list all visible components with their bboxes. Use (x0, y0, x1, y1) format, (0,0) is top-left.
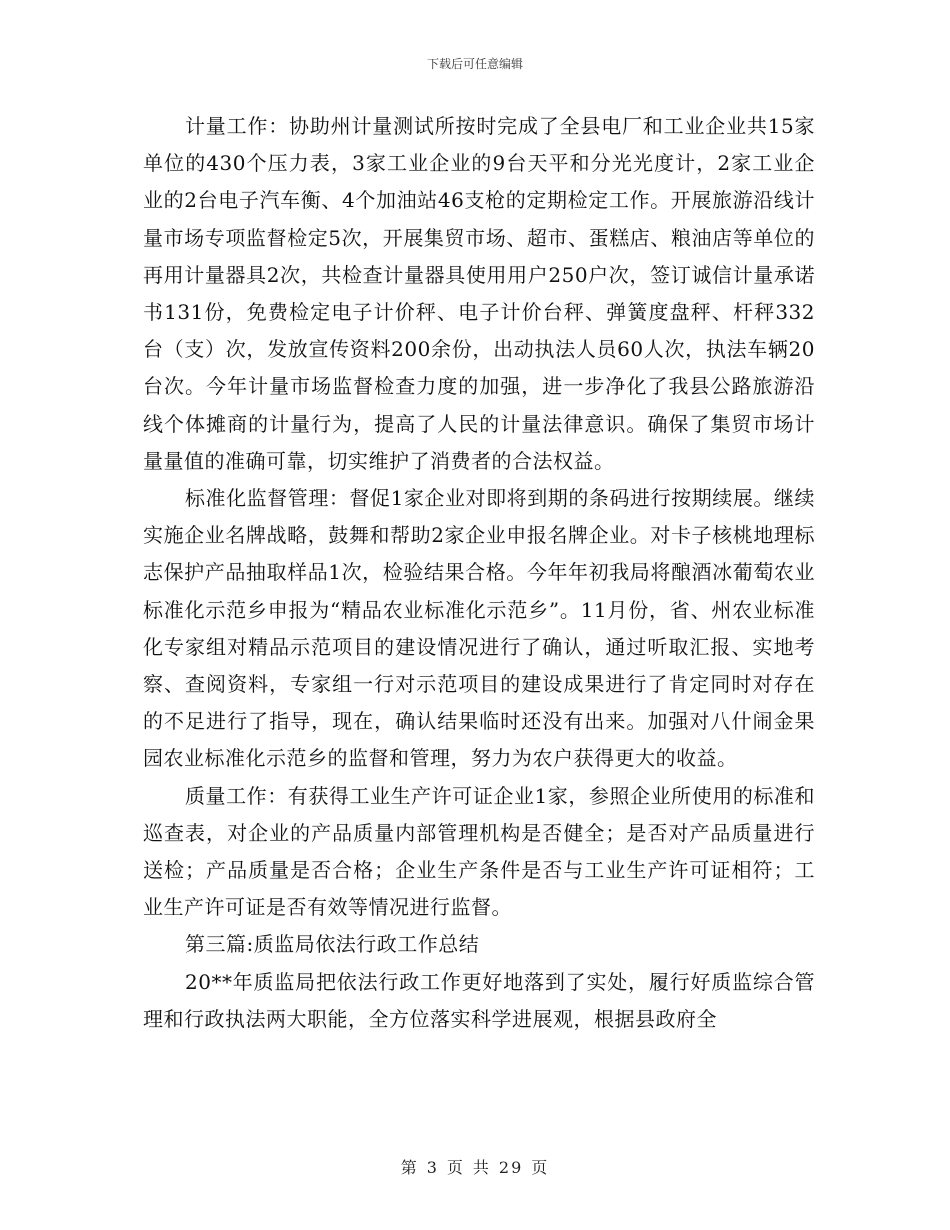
document-body (143, 108, 815, 1038)
footer-total-word: 共 (472, 1158, 491, 1177)
section-heading: 第三篇:质监局依法行政工作总结 (185, 932, 480, 957)
footer-page-word: 页 (446, 1158, 465, 1177)
footer-total-pages: 29 (498, 1158, 524, 1177)
page-header-note: 下载后可任意编辑 (426, 57, 523, 71)
page-footer (0, 1155, 950, 1178)
paragraph-metrology-work: 计量工作：协助州计量测试所按时完成了全县电厂和工业企业共15家单位的430个压力表，3家工业企业的9台天平和分光光度计，2家工业企业的2台电子汽车衡、4个加油站46支枪的定期检定工作。开展旅游沿线计量市场专项监督检定5次，开展集贸市场、超市、蛋糕店、粮油店等单位的再用计量器具2次，共检查计量器具使用用户250户次，签订诚信计量承诺书131份，免费检定电子计价秤、电子计价台秤、弹簧度盘秤、杆秤332台（支）次，发放宣传资料200余份，出动执法人员60人次，执法车辆20台次。今年计量市场监督检查力度的加强，进一步净化了我县公路旅游沿线个体摊商的计量行为，提高了人民的计量法律意识。确保了集贸市场计量量值的准确可靠，切实维护了消费者的合法权益。 (143, 114, 815, 473)
paragraph-quality-work: 质量工作：有获得工业生产许可证企业1家，参照企业所使用的标准和巡查表，对企业的产品质量内部管理机构是否健全；是否对产品质量进行送检；产品质量是否合格；企业生产条件是否与工业生产许可证相符；工业生产许可证是否有效等情况进行监督。 (143, 783, 815, 920)
paragraph-section-intro: 20**年质监局把依法行政工作更好地落到了实处，履行好质监综合管理和行政执法两大职能，全方位落实科学进展观，根据县政府全 (143, 969, 815, 1031)
footer-suffix: 页 (531, 1158, 550, 1177)
paragraph-standardization-supervision: 标准化监督管理：督促1家企业对即将到期的条码进行按期续展。继续实施企业名牌战略，鼓舞和帮助2家企业申报名牌企业。对卡子核桃地理标志保护产品抽取样品1次，检验结果合格。今年年初我局将酿酒冰葡萄农业标准化示范乡申报为“精品农业标准化示范乡”。11月份，省、州农业标准化专家组对精品示范项目的建设情况进行了确认，通过听取汇报、实地考察、查阅资料，专家组一行对示范项目的建设成果进行了肯定同时对存在的不足进行了指导，现在，确认结果临时还没有出来。加强对八什闹金果园农业标准化示范乡的监督和管理，努力为农户获得更大的收益。 (143, 486, 815, 771)
footer-prefix: 第 (400, 1158, 419, 1177)
footer-current-page: 3 (426, 1158, 439, 1177)
